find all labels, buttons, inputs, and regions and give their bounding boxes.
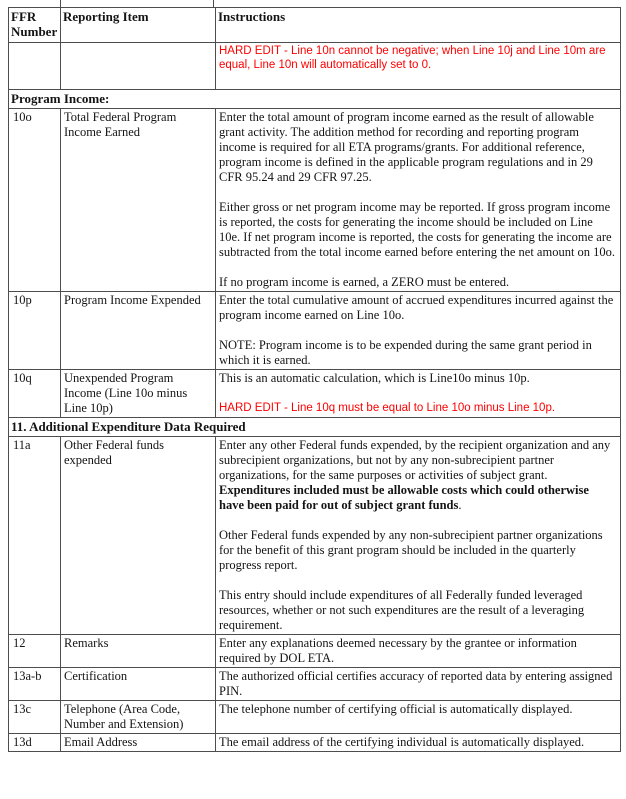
table-row [9,370,621,418]
instruction-paragraph: This entry should include expenditures of all Federally funded leveraged resources, whether or not such expenditures are the result of a leveraging requirement. [219,588,585,632]
ffr-number-cell: 10o [9,109,61,292]
continuation-row [9,43,621,90]
table-row [9,109,621,292]
instruction-paragraph: Enter the total cumulative amount of accrued expenditures incurred against the program income earned on Line 10o. [219,293,614,322]
instruction-paragraph: The authorized official certifies accuracy of reported data by entering assigned PIN. [219,669,613,698]
instruction-paragraph: NOTE: Program income is to be expended during the same grant period in which it is earned. [219,338,592,367]
reporting-item-cell: Remarks [61,635,216,668]
reporting-item-cell: Other Federal funds expended [61,437,216,635]
instructions-cell [216,668,621,701]
section-label: 11. Additional Expenditure Data Required [9,418,621,437]
section-row [9,90,621,109]
table-row [9,635,621,668]
instructions-cell [216,43,621,90]
table-row [9,437,621,635]
ffr-number-cell: 11a [9,437,61,635]
header-row [9,8,621,43]
table-row [9,668,621,701]
instruction-paragraph: If no program income is earned, a ZERO must be entered. [219,275,510,289]
table-body [9,43,621,752]
reporting-item-cell: Unexpended Program Income (Line 10o minus Line 10p) [61,370,216,418]
ffr-number-cell: 13d [9,734,61,752]
column-header-ffr-number: FFR Number [9,8,61,43]
reporting-item-cell: Total Federal Program Income Earned [61,109,216,292]
ffr-number-cell: 10q [9,370,61,418]
instructions-cell [216,109,621,292]
instructions-cell [216,437,621,635]
reporting-item-cell [61,43,216,90]
section-row [9,418,621,437]
ffr-number-cell: 10p [9,292,61,370]
column-header-reporting-item: Reporting Item [61,8,216,43]
ffr-instructions-table [8,7,621,752]
instruction-paragraph: Enter the total amount of program income earned as the result of allowable grant activity. The addition method for recording and reporting program income is required for all ETA programs/grants. For additional reference, program income is defined in the applicable program regulations and in 29 CFR 95.24 and 29 CFR 97.25. [219,110,594,184]
hard-edit-note: HARD EDIT - Line 10n cannot be negative; when Line 10j and Line 10m are equal, Line 10n will automatically set to 0. [219,45,606,71]
ffr-number-cell: 13c [9,701,61,734]
table-row [9,292,621,370]
instruction-paragraph: This is an automatic calculation, which is Line10o minus 10p. [219,371,530,385]
instructions-cell [216,370,621,418]
ffr-number-cell: 13a-b [9,668,61,701]
table-row [9,701,621,734]
instruction-paragraph: The telephone number of certifying official is automatically displayed. [219,702,573,716]
instruction-paragraph: Enter any explanations deemed necessary by the grantee or information required by DOL ETA. [219,636,577,665]
instructions-cell [216,635,621,668]
hard-edit-note: HARD EDIT - Line 10q must be equal to Line 10o minus Line 10p. [219,402,556,414]
ffr-number-cell [9,43,61,90]
instruction-paragraph: Enter any other Federal funds expended, by the recipient organization and any subrecipient organizations, but not by any non-subrecipient partner organizations, for the same purposes or activities of subject grant. Expenditures included must be allowable costs which could otherwise have been paid for out of subject grant funds. [219,438,611,512]
instructions-cell [216,734,621,752]
reporting-item-cell: Program Income Expended [61,292,216,370]
reporting-item-cell: Email Address [61,734,216,752]
instruction-paragraph: The email address of the certifying individual is automatically displayed. [219,735,585,749]
ffr-number-cell: 12 [9,635,61,668]
table-row [9,734,621,752]
reporting-item-cell: Certification [61,668,216,701]
reporting-item-cell: Telephone (Area Code, Number and Extension) [61,701,216,734]
instruction-paragraph: Either gross or net program income may be reported. If gross program income is reported, the costs for generating the income should be included on Line 10e. If net program income is reported, the costs for generating the income are subtracted from the total income earned before entering the net amount on 10o. [219,200,616,259]
instruction-paragraph: Other Federal funds expended by any non-subrecipient partner organizations for the benefit of this grant program should be included in the quarterly progress report. [219,528,603,572]
instructions-cell [216,701,621,734]
section-label: Program Income: [9,90,621,109]
column-header-instructions: Instructions [216,8,621,43]
instructions-cell [216,292,621,370]
